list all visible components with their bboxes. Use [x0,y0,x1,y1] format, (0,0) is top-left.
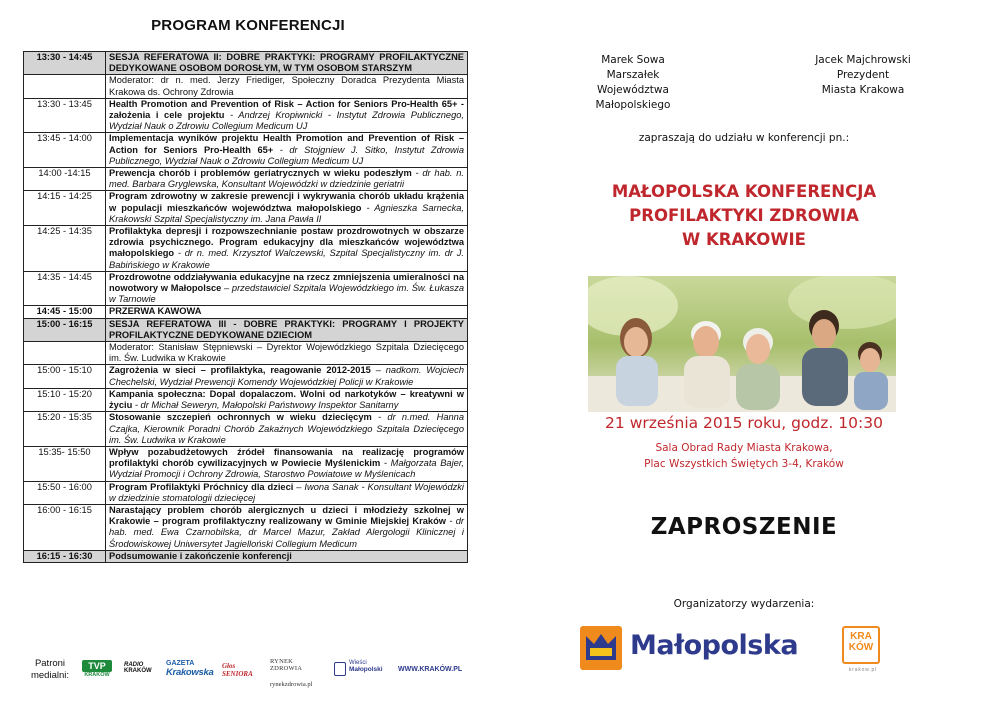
program-item [106,365,468,388]
glos-logo-text: Głos SENIORA [222,662,253,678]
program-row [24,504,468,550]
program-item [106,98,468,133]
program-row [24,52,468,75]
item-title: Prewencja chorób i problemów geriatrycznych w wieku podeszłym [109,168,412,179]
radio-logo-subtext: KRAKÓW [124,668,152,674]
program-time: 13:30 - 14:45 [24,52,106,75]
program-time: 15:10 - 15:20 [24,388,106,411]
krakow-pl-logo [398,666,464,673]
program-row [24,191,468,226]
rynek-zdrowia-logo [270,658,326,688]
item-title: Program zdrowotny w zakresie prewencji i wykrywania chorób układu krążenia w populacji mieszkańców województwa małopolskiego [109,191,464,213]
program-item [106,481,468,504]
program-row [24,446,468,481]
item-title: Kampania społeczna: Dopal dopalaczom. Wolni od narkotyków – kreatywni w życiu [109,388,464,411]
program-item [106,133,468,168]
program-item [106,168,468,191]
program-row [24,318,468,341]
host-role: Marszałek [606,69,660,81]
krakow-pl-text: WWW.KRAKÓW.PL [398,666,463,673]
item-title: DOBRE PRAKTYKI: PROGRAMY PROFILAKTYCZNE DEDYKOWANE OSOBOM DOROSŁYM, W TYM OSOBOM STARSZYM [109,52,464,74]
program-item [106,550,468,562]
glos-seniora-logo [222,662,262,680]
event-venue [496,440,992,472]
krakow-logo-line2: KÓW [848,642,874,653]
item-speaker: - Małgorzata Bajer, Wydział Promocji i Ochrony Zdrowia, Starostwo Powiatowe w Myślenicach [109,458,465,480]
program-time: 15:00 - 16:15 [24,318,106,341]
patrons-label-text: Patroni medialni: [30,658,70,681]
host-role: Prezydent [836,69,890,81]
wiesci-malopolski-logo [334,660,390,673]
item-speaker: – przedstawiciel Szpitala Wojewódzkiego im. Św. Łukasza w Tarnowie [109,283,465,305]
invite-line: zapraszają do udziału w konferencji pn.: [638,132,850,144]
program-item [106,412,468,447]
item-speaker: – Iwona Sanak - Konsultant Wojewódzki w dziedzinie stomatologii dziecięcej [109,481,464,503]
host-president [788,53,938,98]
venue-line: Sala Obrad Rady Miasta Krakowa, [655,442,833,454]
program-time [24,75,106,98]
item-title: Zagrożenia w sieci – profilaktyka, reagowanie 2012-2015 [109,365,371,376]
item-speaker: - dr Michał Seweryn, Małopolski Państwowy Inspektor Sanitarny [132,400,399,411]
item-speaker: - dr n. med. Krzysztof Walczewski, Szpital Specjalistyczny im. dr J. Babińskiego w Krakowie [109,248,464,270]
radio-logo-text: RADIO [124,662,144,668]
rynek-logo-text: RYNEK ZDROWIA [270,658,303,672]
conference-title-line: W KRAKOWIE [682,230,806,249]
item-title: Health Promotion and Prevention of Risk – Action for Seniors Pro-Health 65+ - założenia i cele projektu [109,98,464,121]
program-row [24,271,468,306]
tvp-krakow-logo [82,660,112,682]
program-item [106,191,468,226]
malopolska-emblem-icon [580,626,622,670]
program-row [24,481,468,504]
gazeta-logo-subtext: Krakowska [166,667,214,678]
conference-title-line: PROFILAKTYKI ZDROWIA [629,206,859,225]
item-speaker: - dr hab. med. Ewa Czarnobilska, dr Marcel Mazur, Zakład Alergologii Klinicznej i Środowiskowej Uniwersytet Jagielloński Collegium Medicum [109,516,465,549]
krakow-logo-url: krakow.pl [848,667,878,673]
program-item [106,271,468,306]
item-title: Implementacja wyników projektu Health Promotion and Prevention of Risk – Action for Seniors Pro-Health 65+ [109,133,464,155]
program-row [24,365,468,388]
krakow-logo [840,626,886,676]
program-row [24,388,468,411]
item-title: SESJA REFERATOWA II: [109,52,222,62]
organizers-label: Organizatorzy wydarzenia: [673,598,815,610]
program-time: 13:45 - 14:00 [24,133,106,168]
wiesci-logo-text: Wieści [349,660,367,666]
malopolska-logo-text: Małopolska [630,630,799,661]
program-item [106,446,468,481]
item-text: Moderator: dr n. med. Jerzy Friediger, Społeczny Doradca Prezydenta Miasta Krakowa ds. Ochrony Zdrowia [109,75,464,97]
program-item [106,226,468,272]
program-item [106,318,468,341]
host-marshal [558,53,708,113]
conference-title-line: MAŁOPOLSKA KONFERENCJA [611,182,877,201]
program-row [24,98,468,133]
media-patron-logos [80,656,470,690]
program-time: 16:00 - 16:15 [24,504,106,550]
program-title: PROGRAM KONFERENCJI [151,17,345,34]
host-org: Miasta Krakowa [821,84,905,96]
item-title: Podsumowanie i zakończenie konferencji [109,550,292,561]
program-time: 14:45 - 15:00 [24,306,106,318]
family-photo [588,276,896,412]
program-time: 15:50 - 16:00 [24,481,106,504]
item-title: Prozdrowotne oddziaływania edukacyjne na rzecz zmniejszenia umieralności na nowotwory w Małopolsce [109,271,464,294]
program-item [106,388,468,411]
family-photo-image [588,276,896,412]
host-name: Jacek Majchrowski [815,54,911,66]
invitation-heading: ZAPROSZENIE [650,514,838,540]
program-row [24,168,468,191]
host-name: Marek Sowa [601,54,665,66]
item-speaker: - dr hab. n. med. Barbara Gryglewska, Konsultant Wojewódzki w dziedzinie geriatrii [109,168,465,190]
item-speaker: - Agnieszka Sarnecka, Krakowski Szpital Specjalistyczny im. Jana Pawła II [109,202,464,224]
radio-krakow-logo [124,662,160,674]
program-row [24,412,468,447]
program-row [24,306,468,318]
item-speaker: - dr Stojgniew J. Sitko, Instytut Zdrowia Publicznego, Wydział Nauk o Zdrowiu Collegium Medicum UJ [109,144,464,166]
tvp-logo-text: TVP [82,660,112,672]
item-title: PRZERWA KAWOWA [109,306,202,317]
gazeta-krakowska-logo [166,660,216,678]
program-row [24,226,468,272]
program-item [106,306,468,318]
item-speaker: - dr n.med. Hanna Czajka, Kierownik Poradni Chorób Zakaźnych Wojewódzkiego Szpitala Dziecięcego im. Św. Ludwika w Krakowie [109,412,465,445]
rynek-logo-subtext: rynekzdrowia.pl [270,681,313,688]
program-time: 15:20 - 15:35 [24,412,106,447]
wiesci-logo-subtext: Małopolski [349,666,383,673]
krakow-logo-line1: KRA [850,631,872,642]
item-title: Narastający problem chorób alergicznych u dzieci i młodzieży szkolnej w Krakowie – program profilaktyczny realizowany w Gminie Miejskiej Kraków [109,504,464,527]
program-time: 15:00 - 15:10 [24,365,106,388]
host-org: Województwa Małopolskiego [595,84,671,111]
item-title: Stosowanie szczepień ochronnych w wieku dziecięcym [109,412,372,423]
program-item [106,504,468,550]
program-row [24,342,468,365]
gazeta-logo-text: GAZETA [166,660,195,667]
program-time: 14:25 - 14:35 [24,226,106,272]
venue-line: Plac Wszystkich Świętych 3-4, Kraków [644,458,844,470]
item-title: Wpływ pozabudżetowych źródeł finansowania na realizację programów profilaktyki chorób cywilizacyjnych w Powiecie Myślenickim [109,446,464,469]
tvp-logo-subtext: KRAKÓW [84,672,110,678]
event-date: 21 września 2015 roku, godz. 10:30 [605,414,883,432]
program-time: 15:35- 15:50 [24,446,106,481]
program-time [24,342,106,365]
item-speaker: - Andrzej Kropiwnicki - Instytut Zdrowia Publicznego, Wydział Nauk o Zdrowiu Collegium Medicum UJ [109,110,464,132]
program-time: 14:15 - 14:25 [24,191,106,226]
patrons-label [30,658,70,682]
invitation-page [496,0,992,702]
program-time: 16:15 - 16:30 [24,550,106,562]
program-time: 14:35 - 14:45 [24,271,106,306]
item-speaker: – nadkom. Wojciech Chechelski, Wydział Prewencji Komendy Wojewódzkiej Policji w Krakowie [109,365,464,387]
program-table [23,51,468,563]
malopolska-logo [580,624,799,672]
item-title: Program Profilaktyki Próchnicy dla dzieci [109,481,294,492]
program-row [24,550,468,562]
program-row [24,133,468,168]
item-text: Moderator: Stanisław Stępniewski – Dyrektor Wojewódzkiego Szpitala Dziecięcego im. Św. Ludwika w Krakowie [109,342,464,364]
program-item [106,52,468,75]
program-time: 14:00 -14:15 [24,168,106,191]
wiesci-emblem-icon [334,662,346,676]
item-title: Profilaktyka depresji i rozpowszechnianie postaw prozdrowotnych w obszarze zdrowia psychicznego. Program edukacyjny dla mieszkańców województwa małopolskiego [109,226,464,259]
program-item [106,75,468,98]
program-row [24,75,468,98]
program-item [106,342,468,365]
conference-title [496,180,992,252]
item-title: SESJA REFERATOWA III - DOBRE PRAKTYKI: PROGRAMY I PROJEKTY PROFILAKTYCZNE DEDYKOWANE DZIECIOM [109,318,464,340]
program-time: 13:30 - 13:45 [24,98,106,133]
